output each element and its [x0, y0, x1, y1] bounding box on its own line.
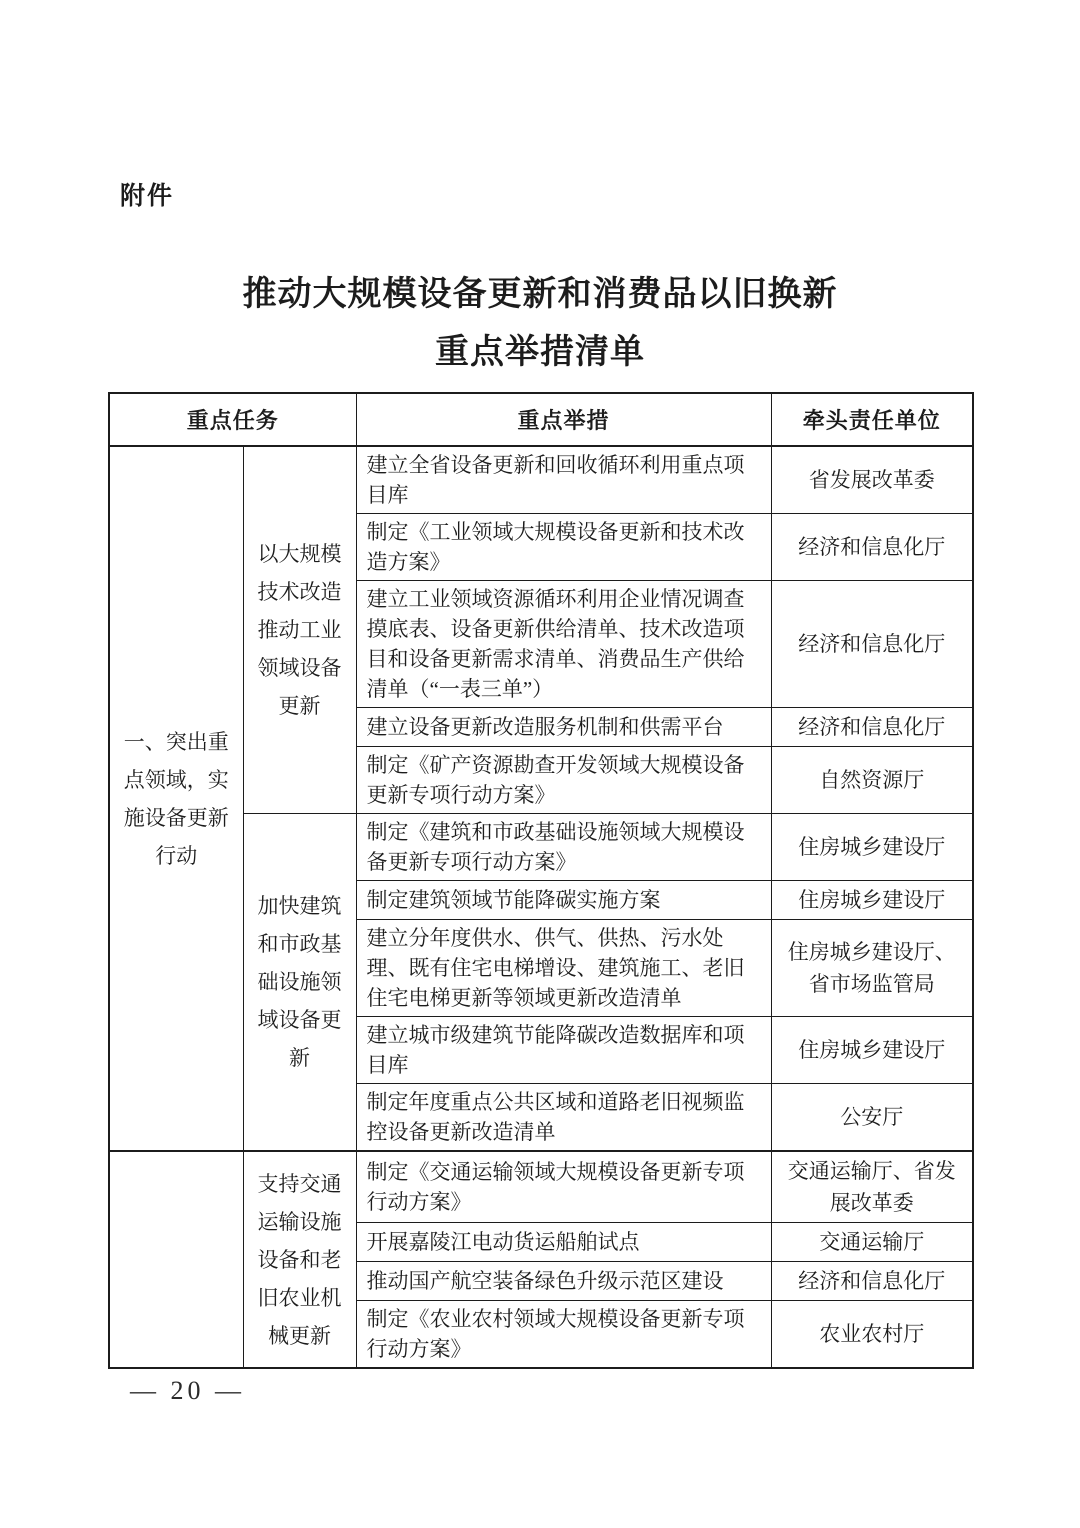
unit-cell: 住房城乡建设厅 [771, 814, 973, 881]
unit-cell: 公安厅 [771, 1084, 973, 1152]
measure-cell: 制定《农业农村领域大规模设备更新专项行动方案》 [356, 1301, 771, 1369]
measure-cell: 推动国产航空装备绿色升级示范区建设 [356, 1262, 771, 1301]
unit-cell: 经济和信息化厅 [771, 514, 973, 581]
unit-cell: 自然资源厅 [771, 747, 973, 814]
unit-cell: 省发展改革委 [771, 446, 973, 514]
subtask-cell: 以大规模技术改造推动工业领域设备更新 [243, 446, 356, 814]
measure-cell: 制定《交通运输领域大规模设备更新专项行动方案》 [356, 1151, 771, 1223]
measure-cell: 制定《工业领域大规模设备更新和技术改造方案》 [356, 514, 771, 581]
task-group-cell: 一、突出重点领域，实施设备更新行动 [109, 446, 243, 1151]
document-title-line2: 重点举措清单 [435, 334, 645, 371]
table-header-row [109, 393, 973, 446]
unit-cell: 经济和信息化厅 [771, 708, 973, 747]
col-header-task: 重点任务 [109, 393, 356, 446]
page-number: — 20 — [130, 1376, 245, 1405]
measure-cell: 建立全省设备更新和回收循环利用重点项目库 [356, 446, 771, 514]
unit-cell: 住房城乡建设厅 [771, 1017, 973, 1084]
unit-cell: 交通运输厅 [771, 1223, 973, 1262]
col-header-unit: 牵头责任单位 [771, 393, 973, 446]
subtask-cell: 支持交通运输设施设备和老旧农业机械更新 [243, 1151, 356, 1368]
unit-cell: 住房城乡建设厅 [771, 881, 973, 920]
measure-cell: 开展嘉陵江电动货运船舶试点 [356, 1223, 771, 1262]
measure-cell: 制定《建筑和市政基础设施领域大规模设备更新专项行动方案》 [356, 814, 771, 881]
measure-cell: 建立工业领域资源循环利用企业情况调查摸底表、设备更新供给清单、技术改造项目和设备更新需求清单、消费品生产供给清单（“一表三单”） [356, 581, 771, 708]
measure-cell: 建立城市级建筑节能降碳改造数据库和项目库 [356, 1017, 771, 1084]
measure-cell: 建立分年度供水、供气、供热、污水处理、既有住宅电梯增设、建筑施工、老旧住宅电梯更新等领域更新改造清单 [356, 920, 771, 1017]
table-row [109, 1151, 973, 1223]
measure-cell: 制定《矿产资源勘查开发领域大规模设备更新专项行动方案》 [356, 747, 771, 814]
table-header [109, 393, 973, 446]
table-row [109, 446, 973, 514]
measures-table [108, 392, 974, 1369]
unit-cell: 经济和信息化厅 [771, 581, 973, 708]
measure-cell: 制定建筑领域节能降碳实施方案 [356, 881, 771, 920]
attachment-label: 附件 [120, 182, 175, 210]
subtask-cell: 加快建筑和市政基础设施领域设备更新 [243, 814, 356, 1152]
document-title-line1: 推动大规模设备更新和消费品以旧换新 [242, 276, 838, 313]
col-header-measure: 重点举措 [356, 393, 771, 446]
task-group-cell [109, 1151, 243, 1368]
unit-cell: 交通运输厅、省发展改革委 [771, 1151, 973, 1223]
unit-cell: 农业农村厅 [771, 1301, 973, 1369]
measure-cell: 建立设备更新改造服务机制和供需平台 [356, 708, 771, 747]
measure-cell: 制定年度重点公共区域和道路老旧视频监控设备更新改造清单 [356, 1084, 771, 1152]
unit-cell: 住房城乡建设厅、省市场监管局 [771, 920, 973, 1017]
measures-table-body [109, 446, 973, 1368]
unit-cell: 经济和信息化厅 [771, 1262, 973, 1301]
